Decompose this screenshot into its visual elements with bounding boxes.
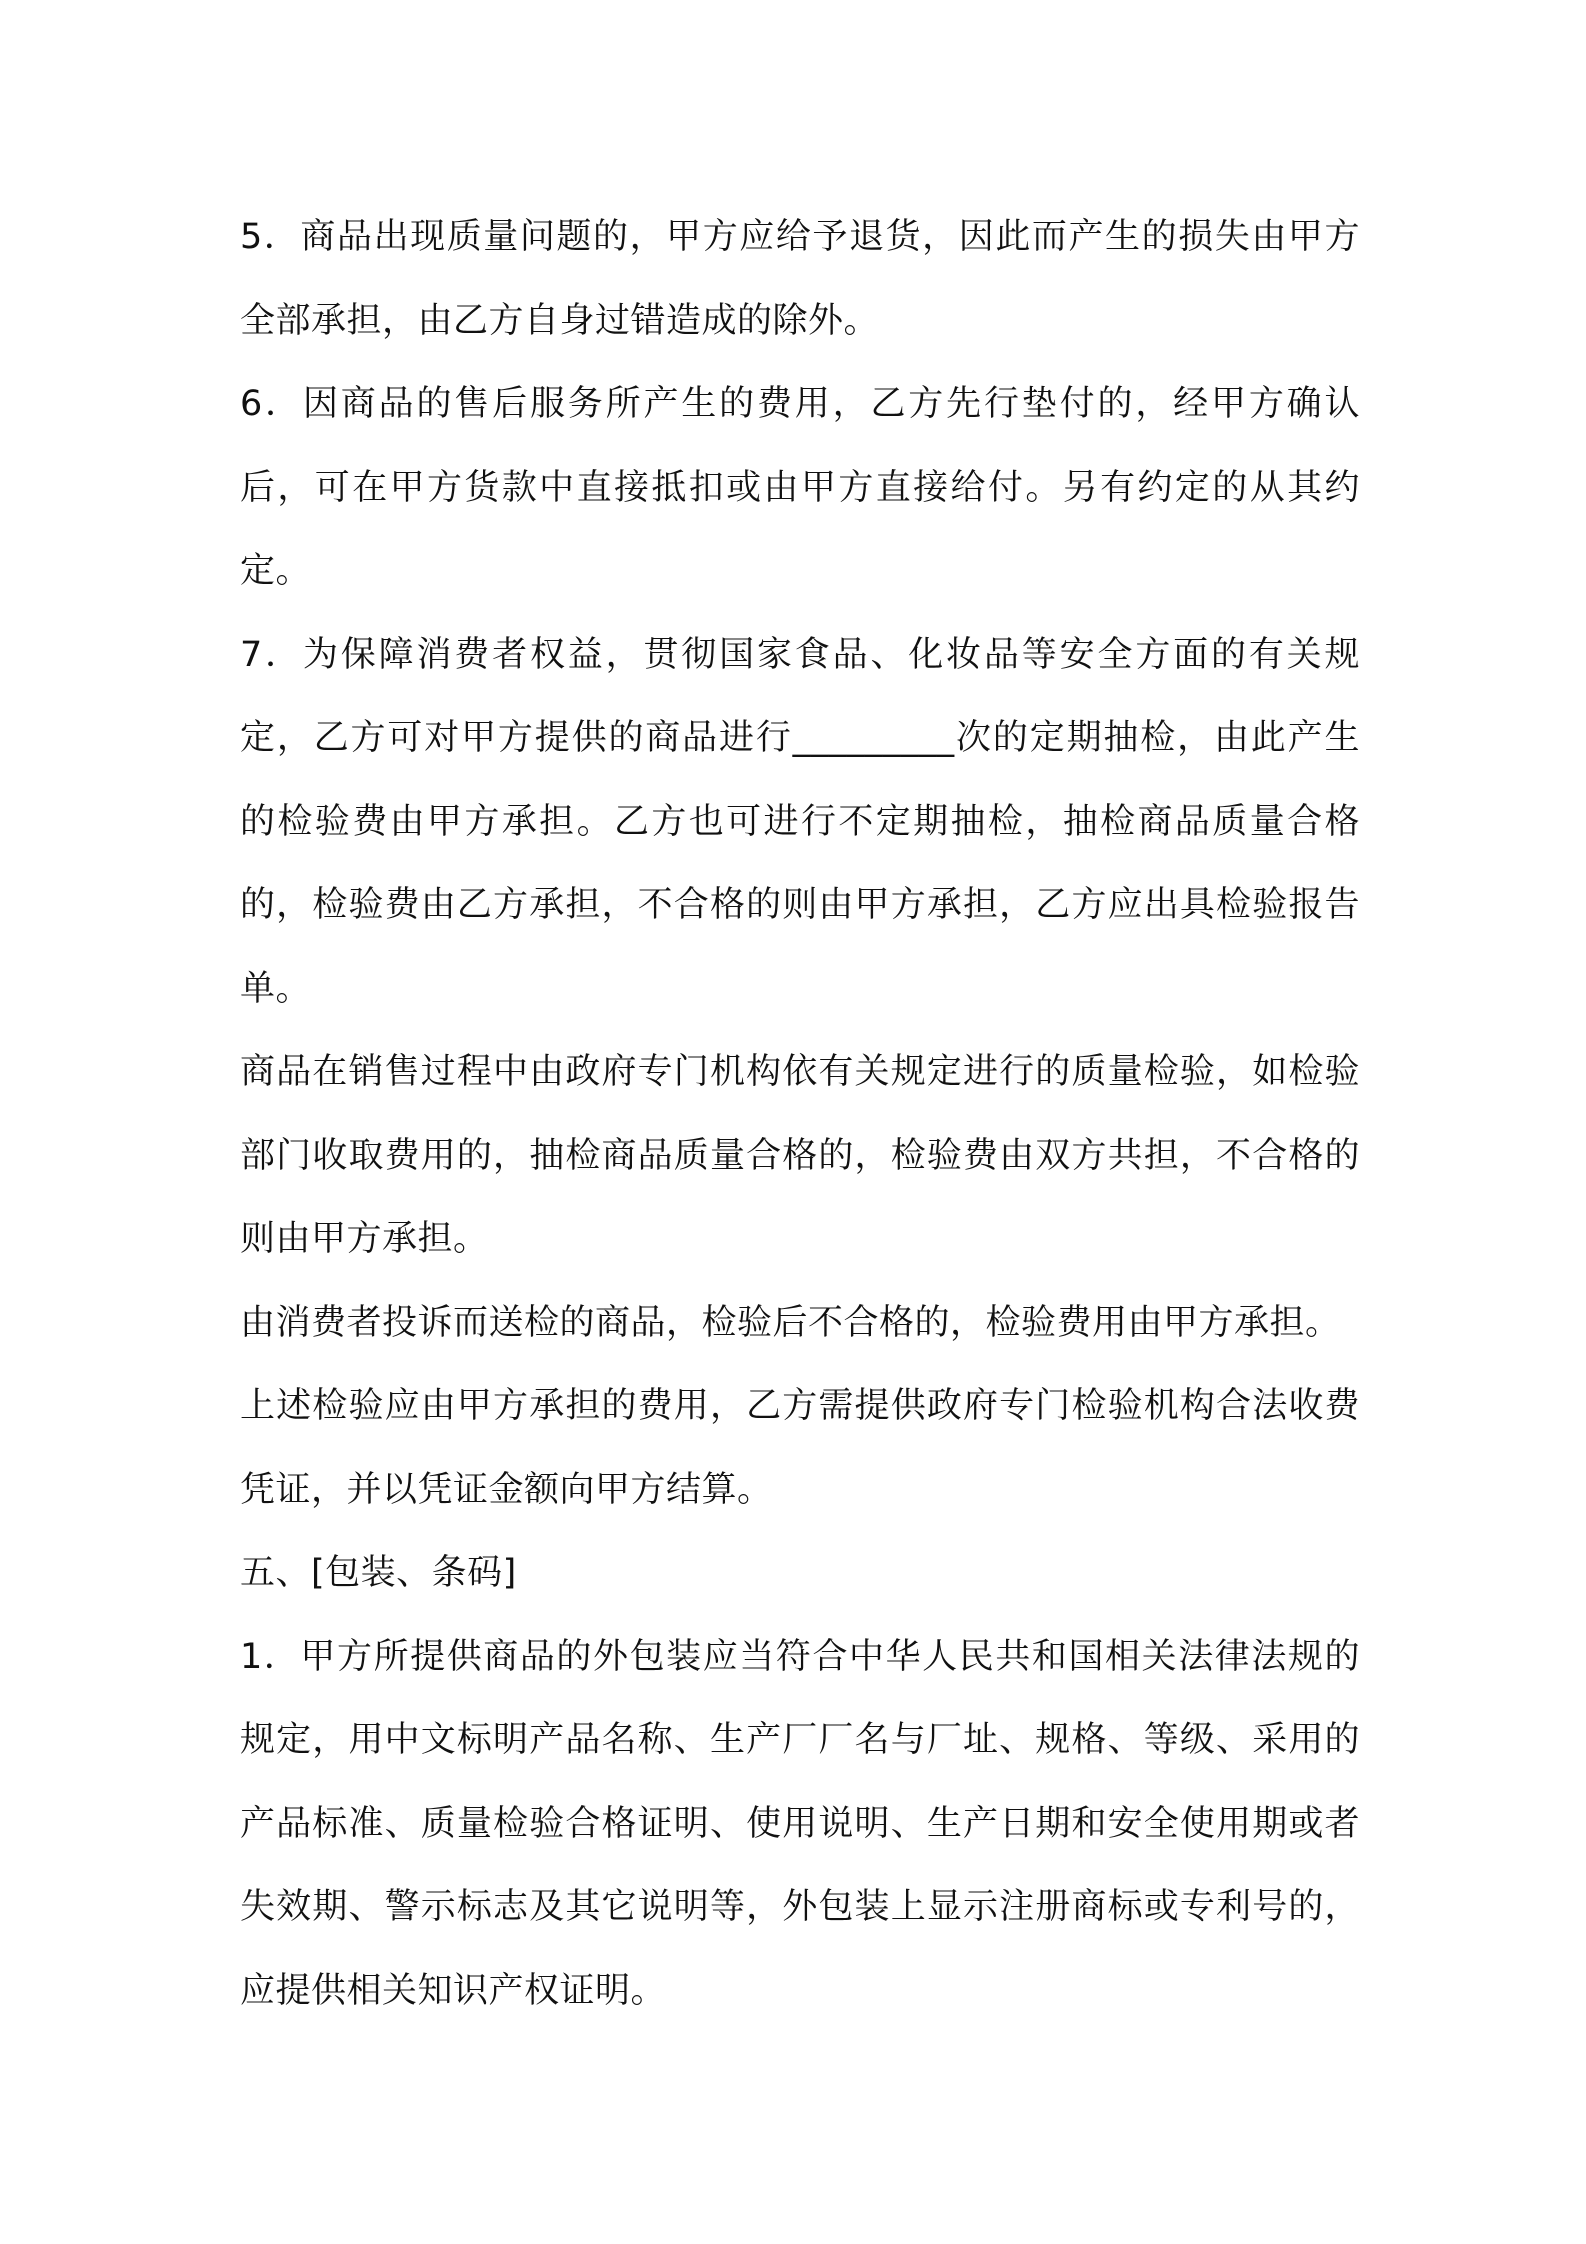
government-inspection-paragraph: 商品在销售过程中由政府专门机构依有关规定进行的质量检验，如检验部门收取费用的，抽检商品质量合格的，检验费由双方共担，不合格的则由甲方承担。: [240, 1052, 1360, 1259]
clause-7: 7．为保障消费者权益，贯彻国家食品、化妆品等安全方面的有关规定，乙方可对甲方提供的商品进行_________次的定期抽检，由此产生的检验费由甲方承担。乙方也可进行不定期抽检，抽检商品质量合格的，检验费由乙方承担，不合格的则由甲方承担，乙方应出具检验报告单。: [240, 634, 1360, 1009]
consumer-complaint-paragraph: 由消费者投诉而送检的商品，检验后不合格的，检验费用由甲方承担。: [240, 1302, 1341, 1343]
clause-6: 6．因商品的售后服务所产生的费用，乙方先行垫付的，经甲方确认后，可在甲方货款中直接抵扣或由甲方直接给付。另有约定的从其约定。: [240, 384, 1360, 591]
clause-5: 5．商品出现质量问题的，甲方应给予退货，因此而产生的损失由甲方全部承担，由乙方自身过错造成的除外。: [240, 217, 1360, 341]
inspection-fee-settlement-paragraph: 上述检验应由甲方承担的费用，乙方需提供政府专门检验机构合法收费凭证，并以凭证金额向甲方结算。: [240, 1386, 1360, 1510]
packaging-clause-1: 1．甲方所提供商品的外包装应当符合中华人民共和国相关法律法规的规定，用中文标明产品名称、生产厂厂名与厂址、规格、等级、采用的产品标准、质量检验合格证明、使用说明、生产日期和安全使用期或者失效期、警示标志及其它说明等，外包装上显示注册商标或专利号的，应提供相关知识产权证明。: [240, 1636, 1360, 2011]
section-heading-packaging-barcode: 五、[包装、条码]: [240, 1553, 517, 1593]
document-body: [240, 196, 1360, 2033]
